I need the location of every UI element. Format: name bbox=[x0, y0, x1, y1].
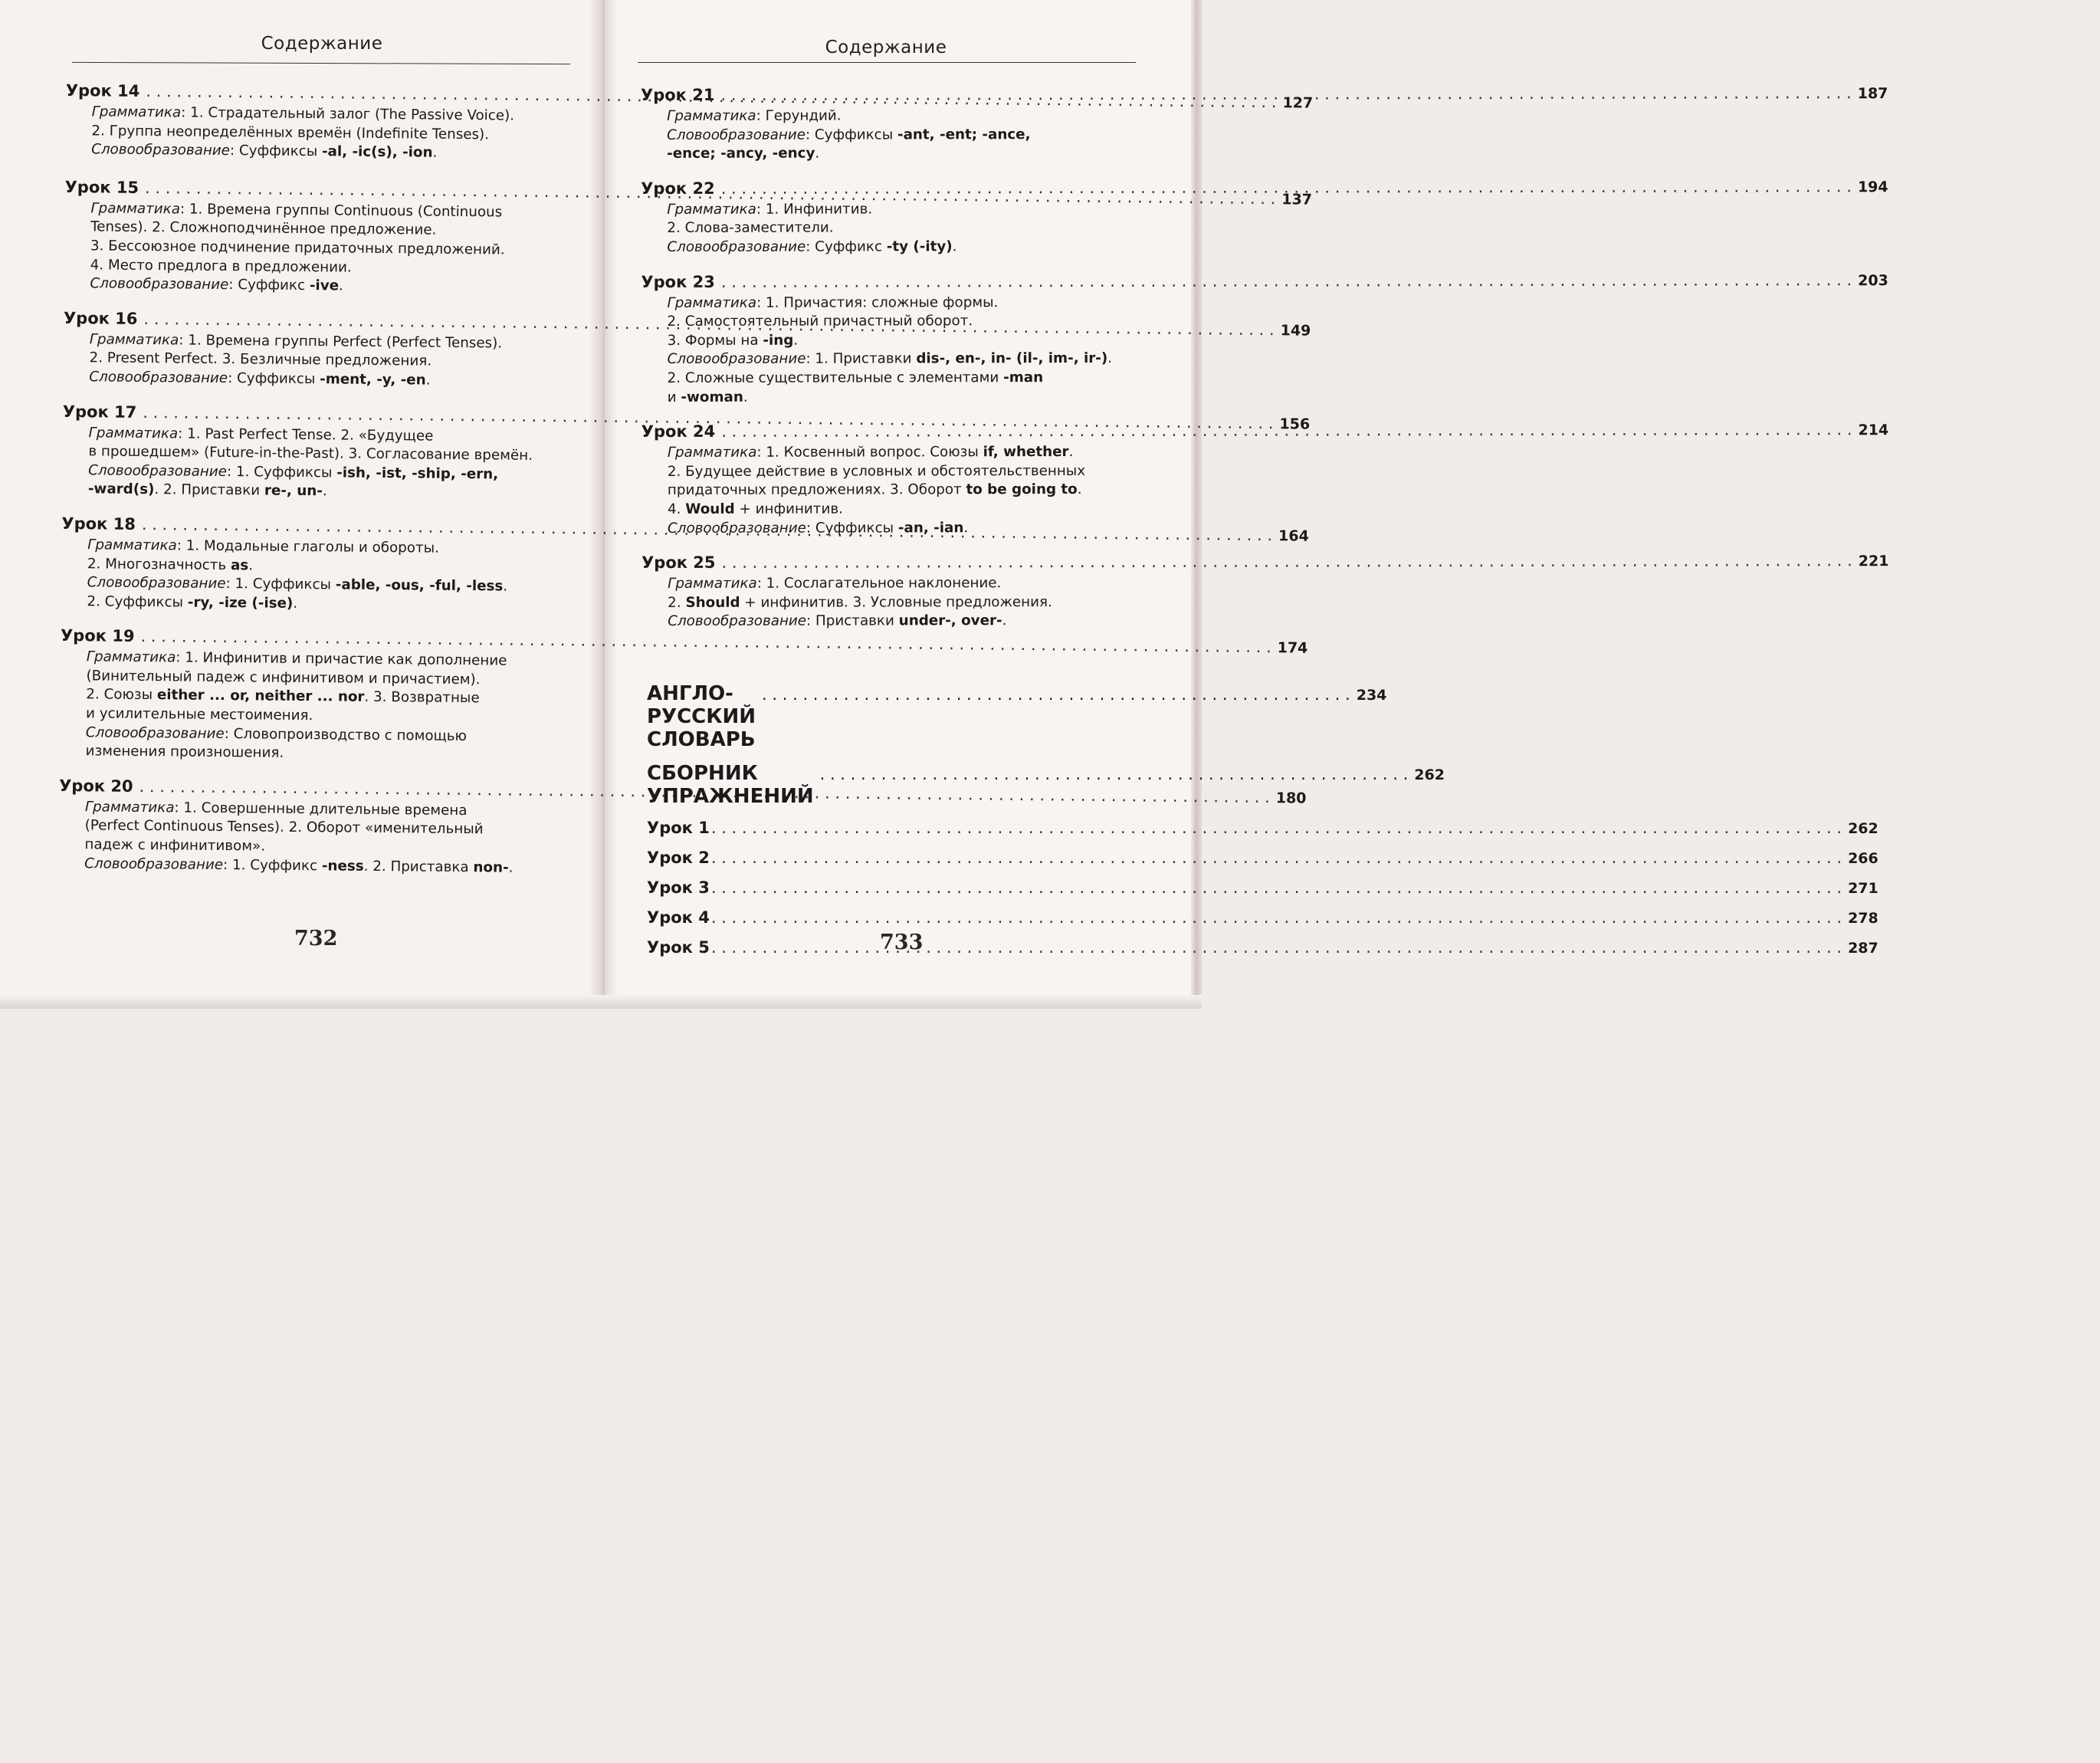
text-run: : Словопроизводство с помощью bbox=[224, 725, 468, 744]
text-run: : 1. Суффикс bbox=[222, 856, 322, 874]
description-line bbox=[668, 462, 1143, 482]
description-line bbox=[89, 368, 563, 392]
text-run: и bbox=[667, 389, 681, 405]
right-header-rule bbox=[638, 62, 1136, 63]
section-label: Грамматика bbox=[86, 648, 176, 666]
lesson-page-number: 127 bbox=[1282, 94, 1314, 112]
section-label: Словообразование bbox=[668, 612, 807, 630]
section-label: Словообразование bbox=[91, 141, 231, 159]
text-run: (Perfect Continuous Tenses). 2. Оборот «именительный bbox=[84, 817, 484, 838]
text-run: . bbox=[952, 238, 957, 255]
lesson-page-number: 194 bbox=[1857, 178, 1888, 196]
text-run: : Суффиксы bbox=[228, 369, 320, 388]
text-run: 2. Present Perfect. 3. Безличные предложения. bbox=[89, 350, 432, 369]
text-run: : Суффиксы bbox=[805, 126, 898, 143]
section-page-number: 262 bbox=[1414, 767, 1445, 783]
text-run: : 1. Времена группы Continuous (Continuous bbox=[179, 201, 503, 221]
term-bold: -ward(s) bbox=[87, 481, 155, 498]
exercise-lesson bbox=[647, 908, 1879, 927]
dot-leader bbox=[720, 84, 1851, 104]
text-run: 2. Многозначность bbox=[87, 555, 231, 573]
exercise-page-number: 271 bbox=[1848, 880, 1879, 897]
section-label: Грамматика bbox=[89, 331, 179, 349]
lesson-description bbox=[87, 536, 561, 616]
term-bold: -an, -ian bbox=[897, 519, 964, 536]
text-run: Tenses). 2. Сложноподчинённое предложение. bbox=[90, 218, 437, 239]
description-line bbox=[668, 612, 1143, 632]
description-line bbox=[668, 518, 1143, 538]
text-run: . bbox=[508, 859, 514, 876]
description-line bbox=[667, 200, 1142, 220]
lesson-description bbox=[91, 103, 566, 164]
lesson-title: Урок 23 bbox=[641, 272, 715, 291]
section-label: Грамматика bbox=[84, 799, 175, 816]
lesson-page-number: 221 bbox=[1858, 553, 1889, 570]
term-bold: to be going to bbox=[966, 481, 1078, 498]
lesson-description bbox=[667, 293, 1142, 407]
toc-entry bbox=[641, 553, 1889, 632]
text-run: . 2. Приставки bbox=[154, 481, 265, 499]
text-run: : 1. Времена группы Perfect (Perfect Tenses). bbox=[179, 332, 503, 352]
text-run: : 1. Страдательный залог (The Passive Voice). bbox=[181, 104, 515, 124]
lesson-title: Урок 24 bbox=[641, 422, 716, 442]
section-label: Грамматика bbox=[667, 201, 756, 218]
section-label: Словообразование bbox=[667, 350, 806, 368]
text-run: : 1. Сослагательное наклонение. bbox=[756, 575, 1002, 592]
text-run: : 1. Past Perfect Tense. 2. «Будущее bbox=[178, 425, 434, 445]
section-label: Словообразование bbox=[84, 855, 224, 873]
section-label: Словообразование bbox=[85, 724, 225, 742]
section-label: Грамматика bbox=[87, 537, 177, 554]
section-title: АНГЛО-РУССКИЙ СЛОВАРЬ bbox=[647, 682, 756, 751]
description-line bbox=[668, 350, 1143, 369]
description-line bbox=[668, 312, 1143, 332]
lesson-heading bbox=[641, 271, 1888, 291]
term-bold: -al, -ic(s), -ion bbox=[321, 143, 433, 161]
lesson-page-number: 214 bbox=[1858, 422, 1889, 439]
description-line bbox=[667, 144, 1142, 164]
text-run: : 1. Инфинитив. bbox=[756, 201, 873, 218]
text-run: . bbox=[963, 519, 969, 536]
text-run: + инфинитив. bbox=[734, 501, 843, 517]
term-bold: -ing bbox=[763, 332, 794, 349]
text-run: . bbox=[743, 389, 748, 405]
lesson-description bbox=[89, 330, 563, 392]
term-bold: Should bbox=[685, 594, 740, 611]
section-title: СБОРНИК УПРАЖНЕНИЙ bbox=[647, 762, 814, 808]
description-line bbox=[668, 331, 1143, 351]
term-bold: -ty (-ity) bbox=[886, 238, 953, 255]
text-run: : 1. Косвенный вопрос. Союзы bbox=[756, 444, 983, 461]
text-run: : Суффикс bbox=[228, 277, 310, 294]
section-label: Словообразование bbox=[667, 238, 806, 255]
section-label: Грамматика bbox=[668, 575, 757, 593]
text-run: : 1. Суффиксы bbox=[225, 576, 336, 593]
lesson-description bbox=[88, 424, 563, 504]
lesson-page-number: 156 bbox=[1279, 415, 1311, 433]
text-run: 2. Слова-заместители. bbox=[667, 219, 834, 237]
exercise-page-number: 266 bbox=[1848, 850, 1879, 867]
text-run: : Приставки bbox=[806, 612, 899, 629]
description-line bbox=[667, 218, 1142, 238]
term-bold: -ment, -y, -en bbox=[320, 371, 426, 389]
text-run: (Винительный падеж с инфинитивом и причастием). bbox=[86, 668, 481, 688]
text-run: . bbox=[1107, 350, 1113, 367]
text-run: 2. Сложные существительные с элементами bbox=[667, 369, 1004, 386]
section-label: Грамматика bbox=[90, 200, 181, 218]
section-label: Грамматика bbox=[667, 294, 757, 311]
lesson-title: Урок 16 bbox=[63, 308, 138, 328]
term-bold: -ish, -ist, -ship, -ern, bbox=[336, 465, 499, 483]
dot-leader bbox=[721, 271, 1852, 291]
description-line bbox=[667, 107, 1142, 126]
description-line bbox=[667, 293, 1142, 313]
description-line bbox=[668, 443, 1143, 463]
dot-leader bbox=[721, 177, 1852, 198]
text-run: . bbox=[1002, 612, 1007, 629]
text-run: 2. Будущее действие в условных и обстоятельственных bbox=[667, 462, 1086, 480]
description-line bbox=[667, 238, 1142, 258]
lesson-page-number: 203 bbox=[1858, 271, 1888, 289]
dot-leader bbox=[711, 849, 1842, 867]
left-page-number: 732 bbox=[294, 927, 338, 950]
right-running-head: Содержание bbox=[825, 38, 947, 57]
exercise-lesson-title: Урок 4 bbox=[647, 908, 710, 927]
term-bold: -ness bbox=[321, 857, 364, 875]
term-bold: -ant, -ent; -ance, bbox=[897, 126, 1031, 143]
text-run: . bbox=[322, 483, 327, 500]
term-bold: -ence; -ancy, -ency bbox=[667, 145, 815, 163]
section-label: Словообразование bbox=[88, 462, 228, 480]
text-run: . bbox=[248, 556, 254, 573]
text-run: . bbox=[338, 277, 343, 294]
text-run: . bbox=[793, 332, 799, 349]
text-run: 3. Формы на bbox=[667, 332, 763, 349]
dot-leader: . . . . . . . . . . . . . . . . . . . . . . . . . . . . . . . . . . . . . . . . . . . . . . . . . . . . . . . . . . bbox=[762, 685, 1350, 704]
text-run: . bbox=[293, 595, 298, 612]
text-run: . bbox=[425, 372, 431, 389]
term-bold: either ... or, neither ... nor bbox=[156, 687, 365, 706]
exercise-lesson-title: Урок 1 bbox=[647, 819, 710, 837]
exercise-lesson-title: Урок 3 bbox=[647, 878, 710, 897]
exercise-lesson-title: Урок 2 bbox=[647, 849, 710, 867]
text-run: : 1. Совершенные длительные времена bbox=[174, 799, 468, 819]
lesson-description bbox=[668, 574, 1143, 632]
lesson-heading bbox=[641, 178, 1888, 198]
text-run: изменения произношения. bbox=[85, 743, 284, 762]
text-run: 3. Бессоюзное подчинение придаточных предложений. bbox=[90, 238, 505, 258]
lesson-title: Урок 25 bbox=[641, 553, 716, 573]
exercise-page-number: 278 bbox=[1848, 910, 1879, 927]
description-line bbox=[668, 387, 1143, 407]
lesson-heading bbox=[641, 553, 1889, 573]
text-run: 2. Суффиксы bbox=[87, 593, 188, 611]
description-line bbox=[668, 481, 1143, 501]
right-page-number: 733 bbox=[880, 931, 924, 954]
term-bold: -ive bbox=[309, 277, 340, 294]
section-label: Словообразование bbox=[89, 369, 228, 386]
description-line bbox=[90, 274, 563, 298]
text-run: 4. bbox=[667, 501, 686, 517]
term-bold: -able, -ous, -ful, -less bbox=[335, 576, 504, 595]
lesson-description bbox=[667, 107, 1142, 164]
description-line bbox=[85, 743, 559, 767]
exercise-page-number: 262 bbox=[1848, 820, 1879, 837]
lesson-page-number: 174 bbox=[1277, 639, 1308, 657]
text-run: 2. bbox=[668, 594, 686, 611]
text-run: . 2. Приставка bbox=[363, 858, 474, 875]
text-run: : Суффиксы bbox=[806, 519, 898, 537]
lesson-title: Урок 22 bbox=[641, 179, 715, 198]
text-run: : Герундий. bbox=[756, 107, 842, 124]
section-label: Грамматика bbox=[91, 103, 182, 121]
text-run: + инфинитив. 3. Условные предложения. bbox=[740, 593, 1052, 611]
lesson-description bbox=[90, 199, 564, 298]
lesson-description bbox=[84, 798, 559, 878]
text-run: . bbox=[432, 144, 438, 161]
lesson-description bbox=[667, 200, 1142, 258]
description-line bbox=[668, 574, 1143, 594]
text-run: : Суффикс bbox=[806, 238, 887, 255]
text-run: в прошедшем» (Future-in-the-Past). 3. Согласование времён. bbox=[88, 443, 533, 464]
term-bold: -ry, -ize (-ise) bbox=[187, 594, 294, 612]
text-run: падеж с инфинитивом». bbox=[84, 836, 266, 855]
text-run: 2. Группа неопределённых времён (Indefinite Tenses). bbox=[91, 122, 490, 143]
term-bold: dis-, en-, in- (il-, im-, ir-) bbox=[916, 350, 1108, 367]
section-heading bbox=[647, 682, 1387, 751]
section-label: Грамматика bbox=[88, 424, 179, 442]
dot-leader bbox=[722, 551, 1852, 572]
text-run: : 1. Инфинитив и причастие как дополнение bbox=[176, 649, 507, 669]
book-gutter bbox=[590, 0, 616, 1009]
left-running-head: Содержание bbox=[261, 34, 383, 54]
lesson-page-number: 180 bbox=[1275, 790, 1307, 807]
lesson-page-number: 149 bbox=[1280, 321, 1311, 340]
text-run: . bbox=[1068, 444, 1074, 461]
text-run: : 1. Приставки bbox=[806, 350, 917, 367]
exercise-lesson bbox=[647, 849, 1879, 867]
term-bold: as bbox=[230, 556, 249, 573]
term-bold: -man bbox=[1003, 369, 1044, 386]
section-label: Грамматика bbox=[667, 107, 756, 124]
description-line bbox=[91, 141, 565, 165]
term-bold: if, whether bbox=[983, 444, 1069, 461]
section-label: Словообразование bbox=[87, 574, 226, 593]
text-run: 2. Союзы bbox=[86, 686, 157, 704]
lesson-title: Урок 17 bbox=[62, 402, 137, 422]
term-bold: -woman bbox=[681, 389, 743, 405]
exercise-lesson-title: Урок 5 bbox=[647, 938, 710, 957]
text-run: : Суффиксы bbox=[229, 143, 323, 160]
section-label: Словообразование bbox=[667, 520, 806, 537]
text-run: . bbox=[1077, 481, 1082, 498]
text-run: и усилительные местоимения. bbox=[85, 705, 313, 724]
lesson-page-number: 164 bbox=[1278, 527, 1309, 545]
section-label: Грамматика bbox=[667, 444, 757, 461]
text-run: : 1. Модальные глаголы и обороты. bbox=[176, 537, 440, 556]
description-line bbox=[668, 593, 1143, 613]
page-bottom-edge bbox=[0, 995, 1202, 1009]
text-run: : 1. Суффиксы bbox=[226, 463, 337, 481]
lesson-page-number: 187 bbox=[1857, 85, 1888, 103]
term-bold: non- bbox=[473, 859, 509, 876]
dot-leader bbox=[711, 819, 1842, 837]
dot-leader bbox=[711, 908, 1842, 927]
text-run: . 3. Возвратные bbox=[364, 689, 480, 707]
exercise-lesson bbox=[647, 878, 1879, 897]
lesson-title: Урок 18 bbox=[61, 514, 136, 533]
text-run: 2. Самостоятельный причастный оборот. bbox=[667, 313, 973, 330]
text-run: : 1. Причастия: сложные формы. bbox=[756, 294, 999, 311]
description-line bbox=[668, 500, 1143, 520]
lesson-page-number: 137 bbox=[1281, 191, 1313, 208]
term-bold: re-, un- bbox=[264, 482, 323, 500]
text-run: 4. Место предлога в предложении. bbox=[90, 256, 352, 276]
lesson-title: Урок 15 bbox=[64, 177, 139, 197]
lesson-title: Урок 19 bbox=[60, 626, 135, 646]
text-run: . bbox=[815, 145, 820, 162]
description-line bbox=[668, 369, 1143, 389]
exercise-page-number: 287 bbox=[1848, 940, 1879, 957]
exercise-lesson bbox=[647, 819, 1879, 837]
lesson-title: Урок 20 bbox=[59, 776, 133, 796]
dot-leader bbox=[711, 878, 1842, 897]
lesson-description bbox=[85, 648, 559, 766]
text-run: . bbox=[503, 578, 508, 595]
lesson-description bbox=[668, 443, 1143, 538]
description-line bbox=[667, 125, 1142, 145]
section-page-number: 234 bbox=[1356, 687, 1387, 704]
section-label: Словообразование bbox=[90, 275, 229, 294]
section-label: Словообразование bbox=[667, 126, 806, 143]
text-run: придаточных предложениях. 3. Оборот bbox=[667, 481, 966, 499]
dot-leader bbox=[721, 420, 1852, 441]
lesson-title: Урок 21 bbox=[641, 85, 715, 104]
dot-leader: . . . . . . . . . . . . . . . . . . . . . . . . . . . . . . . . . . . . . . . . . . . . . . . . . . . . . . . . . . bbox=[819, 765, 1409, 783]
lesson-title: Урок 14 bbox=[65, 81, 140, 100]
term-bold: Would bbox=[685, 501, 735, 517]
term-bold: under-, over- bbox=[898, 612, 1002, 629]
